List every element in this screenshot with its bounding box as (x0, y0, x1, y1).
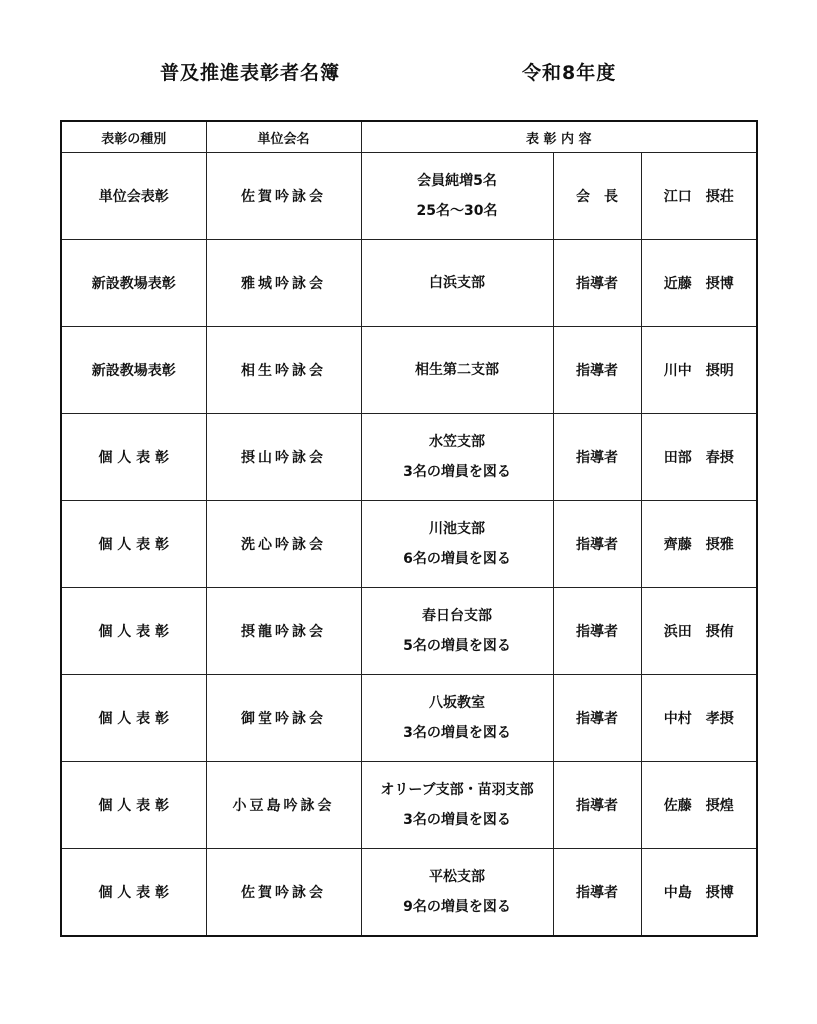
unit-name-cell: 小豆島吟詠会 (206, 762, 361, 849)
table-row (61, 501, 757, 588)
person-name-cell: 佐藤 摂煌 (641, 762, 757, 849)
unit-name-cell: 相生吟詠会 (206, 327, 361, 414)
unit-name-cell: 雅城吟詠会 (206, 240, 361, 327)
table-row (61, 327, 757, 414)
award-content-line-2: 25名～30名 (416, 203, 498, 219)
role-cell: 指導者 (553, 327, 641, 414)
award-content-line-2: 6名の増員を図る (403, 551, 511, 567)
award-content-line-1: 水笠支部 (429, 434, 485, 450)
award-type-cell: 個 人 表 彰 (61, 501, 206, 588)
award-content-line-1: 会員純増5名 (417, 173, 497, 189)
document-title: 普及推進表彰者名簿 (160, 62, 341, 84)
role-cell: 指導者 (553, 675, 641, 762)
table-body (61, 153, 757, 936)
award-content-cell (361, 849, 553, 936)
award-content-line-1: 春日台支部 (422, 608, 492, 624)
award-type-cell: 個 人 表 彰 (61, 849, 206, 936)
award-content-line-2: 3名の増員を図る (403, 725, 511, 741)
person-name-cell: 齊藤 摂雅 (641, 501, 757, 588)
table-row (61, 762, 757, 849)
award-type-cell: 個 人 表 彰 (61, 762, 206, 849)
table-row (61, 588, 757, 675)
award-content-line-1: 相生第二支部 (415, 362, 499, 378)
person-name-cell: 川中 摂明 (641, 327, 757, 414)
header-award-type: 表彰の種別 (61, 121, 206, 153)
table-row (61, 414, 757, 501)
award-content-cell (361, 762, 553, 849)
award-content-cell (361, 501, 553, 588)
role-cell: 指導者 (553, 414, 641, 501)
role-cell: 指導者 (553, 501, 641, 588)
header-award-content: 表 彰 内 容 (361, 121, 757, 153)
award-type-cell: 個 人 表 彰 (61, 588, 206, 675)
award-content-line-2: 3名の増員を図る (403, 464, 511, 480)
award-content-line-1: 白浜支部 (429, 275, 485, 291)
award-content-line-2: 3名の増員を図る (403, 812, 511, 828)
award-type-cell: 単位会表彰 (61, 153, 206, 240)
unit-name-cell: 御堂吟詠会 (206, 675, 361, 762)
award-content-cell (361, 153, 553, 240)
award-content-line-2: 9名の増員を図る (403, 898, 511, 915)
award-type-cell: 個 人 表 彰 (61, 675, 206, 762)
table-row (61, 240, 757, 327)
unit-name-cell: 摂龍吟詠会 (206, 588, 361, 675)
person-name-cell: 近藤 摂博 (641, 240, 757, 327)
role-cell: 指導者 (553, 762, 641, 849)
award-content-line-1: オリーブ支部・苗羽支部 (380, 782, 534, 798)
role-cell: 会 長 (553, 153, 641, 240)
table-header-row (61, 121, 757, 153)
person-name-cell: 浜田 摂侑 (641, 588, 757, 675)
award-content-cell (361, 588, 553, 675)
award-content-line-1: 平松支部 (429, 868, 485, 885)
person-name-cell: 田部 春摂 (641, 414, 757, 501)
role-cell: 指導者 (553, 240, 641, 327)
unit-name-cell: 佐賀吟詠会 (206, 153, 361, 240)
award-type-cell: 個 人 表 彰 (61, 414, 206, 501)
table-row (61, 153, 757, 240)
award-content-cell (361, 327, 553, 414)
unit-name-cell: 摂山吟詠会 (206, 414, 361, 501)
person-name-cell: 中島 摂博 (641, 849, 757, 936)
award-type-cell: 新設教場表彰 (61, 327, 206, 414)
award-content-cell (361, 414, 553, 501)
document-year: 令和8年度 (522, 62, 617, 84)
role-cell: 指導者 (553, 849, 641, 936)
table-row (61, 849, 757, 936)
role-cell: 指導者 (553, 588, 641, 675)
award-content-line-2: 5名の増員を図る (403, 638, 511, 654)
unit-name-cell: 佐賀吟詠会 (206, 849, 361, 936)
award-content-cell (361, 675, 553, 762)
award-roster-table (60, 120, 758, 937)
person-name-cell: 江口 摂荘 (641, 153, 757, 240)
award-content-cell (361, 240, 553, 327)
award-content-line-1: 八坂教室 (429, 695, 485, 711)
unit-name-cell: 洗心吟詠会 (206, 501, 361, 588)
person-name-cell: 中村 孝摂 (641, 675, 757, 762)
table-row (61, 675, 757, 762)
award-type-cell: 新設教場表彰 (61, 240, 206, 327)
header-unit-name: 単位会名 (206, 121, 361, 153)
award-content-line-1: 川池支部 (429, 521, 485, 537)
